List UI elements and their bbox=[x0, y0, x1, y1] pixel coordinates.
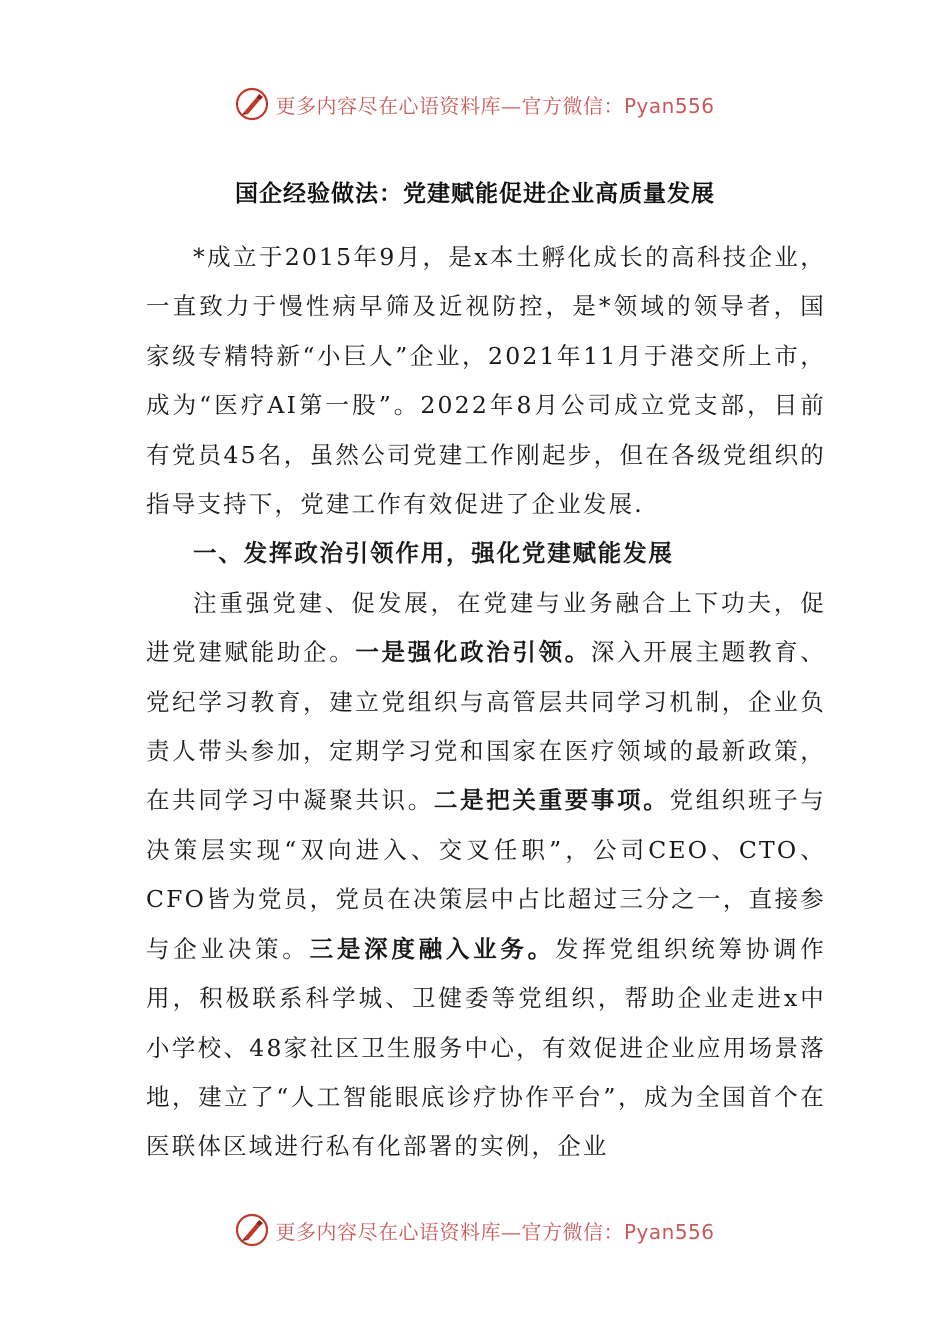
watermark-banner-bottom bbox=[0, 1210, 950, 1250]
section-heading: 一、发挥政治引领作用，强化党建赋能发展 bbox=[193, 539, 674, 568]
point1-title: 一是强化政治引领。 bbox=[355, 638, 591, 667]
document-title: 国企经验做法：党建赋能促进企业高质量发展 bbox=[235, 180, 715, 207]
point3-title: 三是深度融入业务。 bbox=[309, 934, 555, 963]
watermark-text: 更多内容尽在心语资料库—官方微信：Pyan556 bbox=[275, 1219, 715, 1244]
section1-paragraph bbox=[146, 579, 826, 1172]
wechat-id: Pyan556 bbox=[623, 93, 715, 118]
document-body bbox=[146, 233, 826, 1172]
watermark-text: 更多内容尽在心语资料库—官方微信：Pyan556 bbox=[275, 93, 715, 118]
section1-lead: 注重强党建、促发展，在党建与业务融合上下功夫，促进党建赋能助企。 bbox=[146, 588, 826, 667]
point2-title: 二是把关重要事项。 bbox=[433, 786, 670, 815]
point1-text: 深入开展主题教育、党纪学习教育，建立党组织与高管层共同学习机制，企业负责人带头参加，定期学习党和国家在医疗领域的最新政策，在共同学习中凝聚共识。 bbox=[146, 638, 826, 815]
point3-text: 发挥党组织统筹协调作用，积极联系科学城、卫健委等党组织，帮助企业走进x中小学校、48家社区卫生服务中心，有效促进企业应用场景落地，建立了“人工智能眼底诊疗协作平台”，成为全国首个在医联体区域进行私有化部署的实例，企业 bbox=[146, 934, 826, 1161]
intro-paragraph: *成立于2015年9月，是x本土孵化成长的高科技企业，一直致力于慢性病早筛及近视防控，是*领域的领导者，国家级专精特新“小巨人”企业，2021年11月于港交所上市，成为“医疗AI第一股”。2022年8月公司成立党支部，目前有党员45名，虽然公司党建工作刚起步，但在各级党组织的指导支持下，党建工作有效促进了企业发展. bbox=[146, 243, 826, 519]
pen-nib-logo-icon bbox=[235, 1213, 269, 1247]
wechat-id: Pyan556 bbox=[623, 1219, 715, 1244]
watermark-banner-top bbox=[0, 84, 950, 124]
pen-nib-logo-icon bbox=[235, 87, 269, 121]
point2-text: 党组织班子与决策层实现“双向进入、交叉任职”，公司CEO、CTO、CFO皆为党员，党员在决策层中占比超过三分之一，直接参与企业决策。 bbox=[146, 786, 826, 963]
